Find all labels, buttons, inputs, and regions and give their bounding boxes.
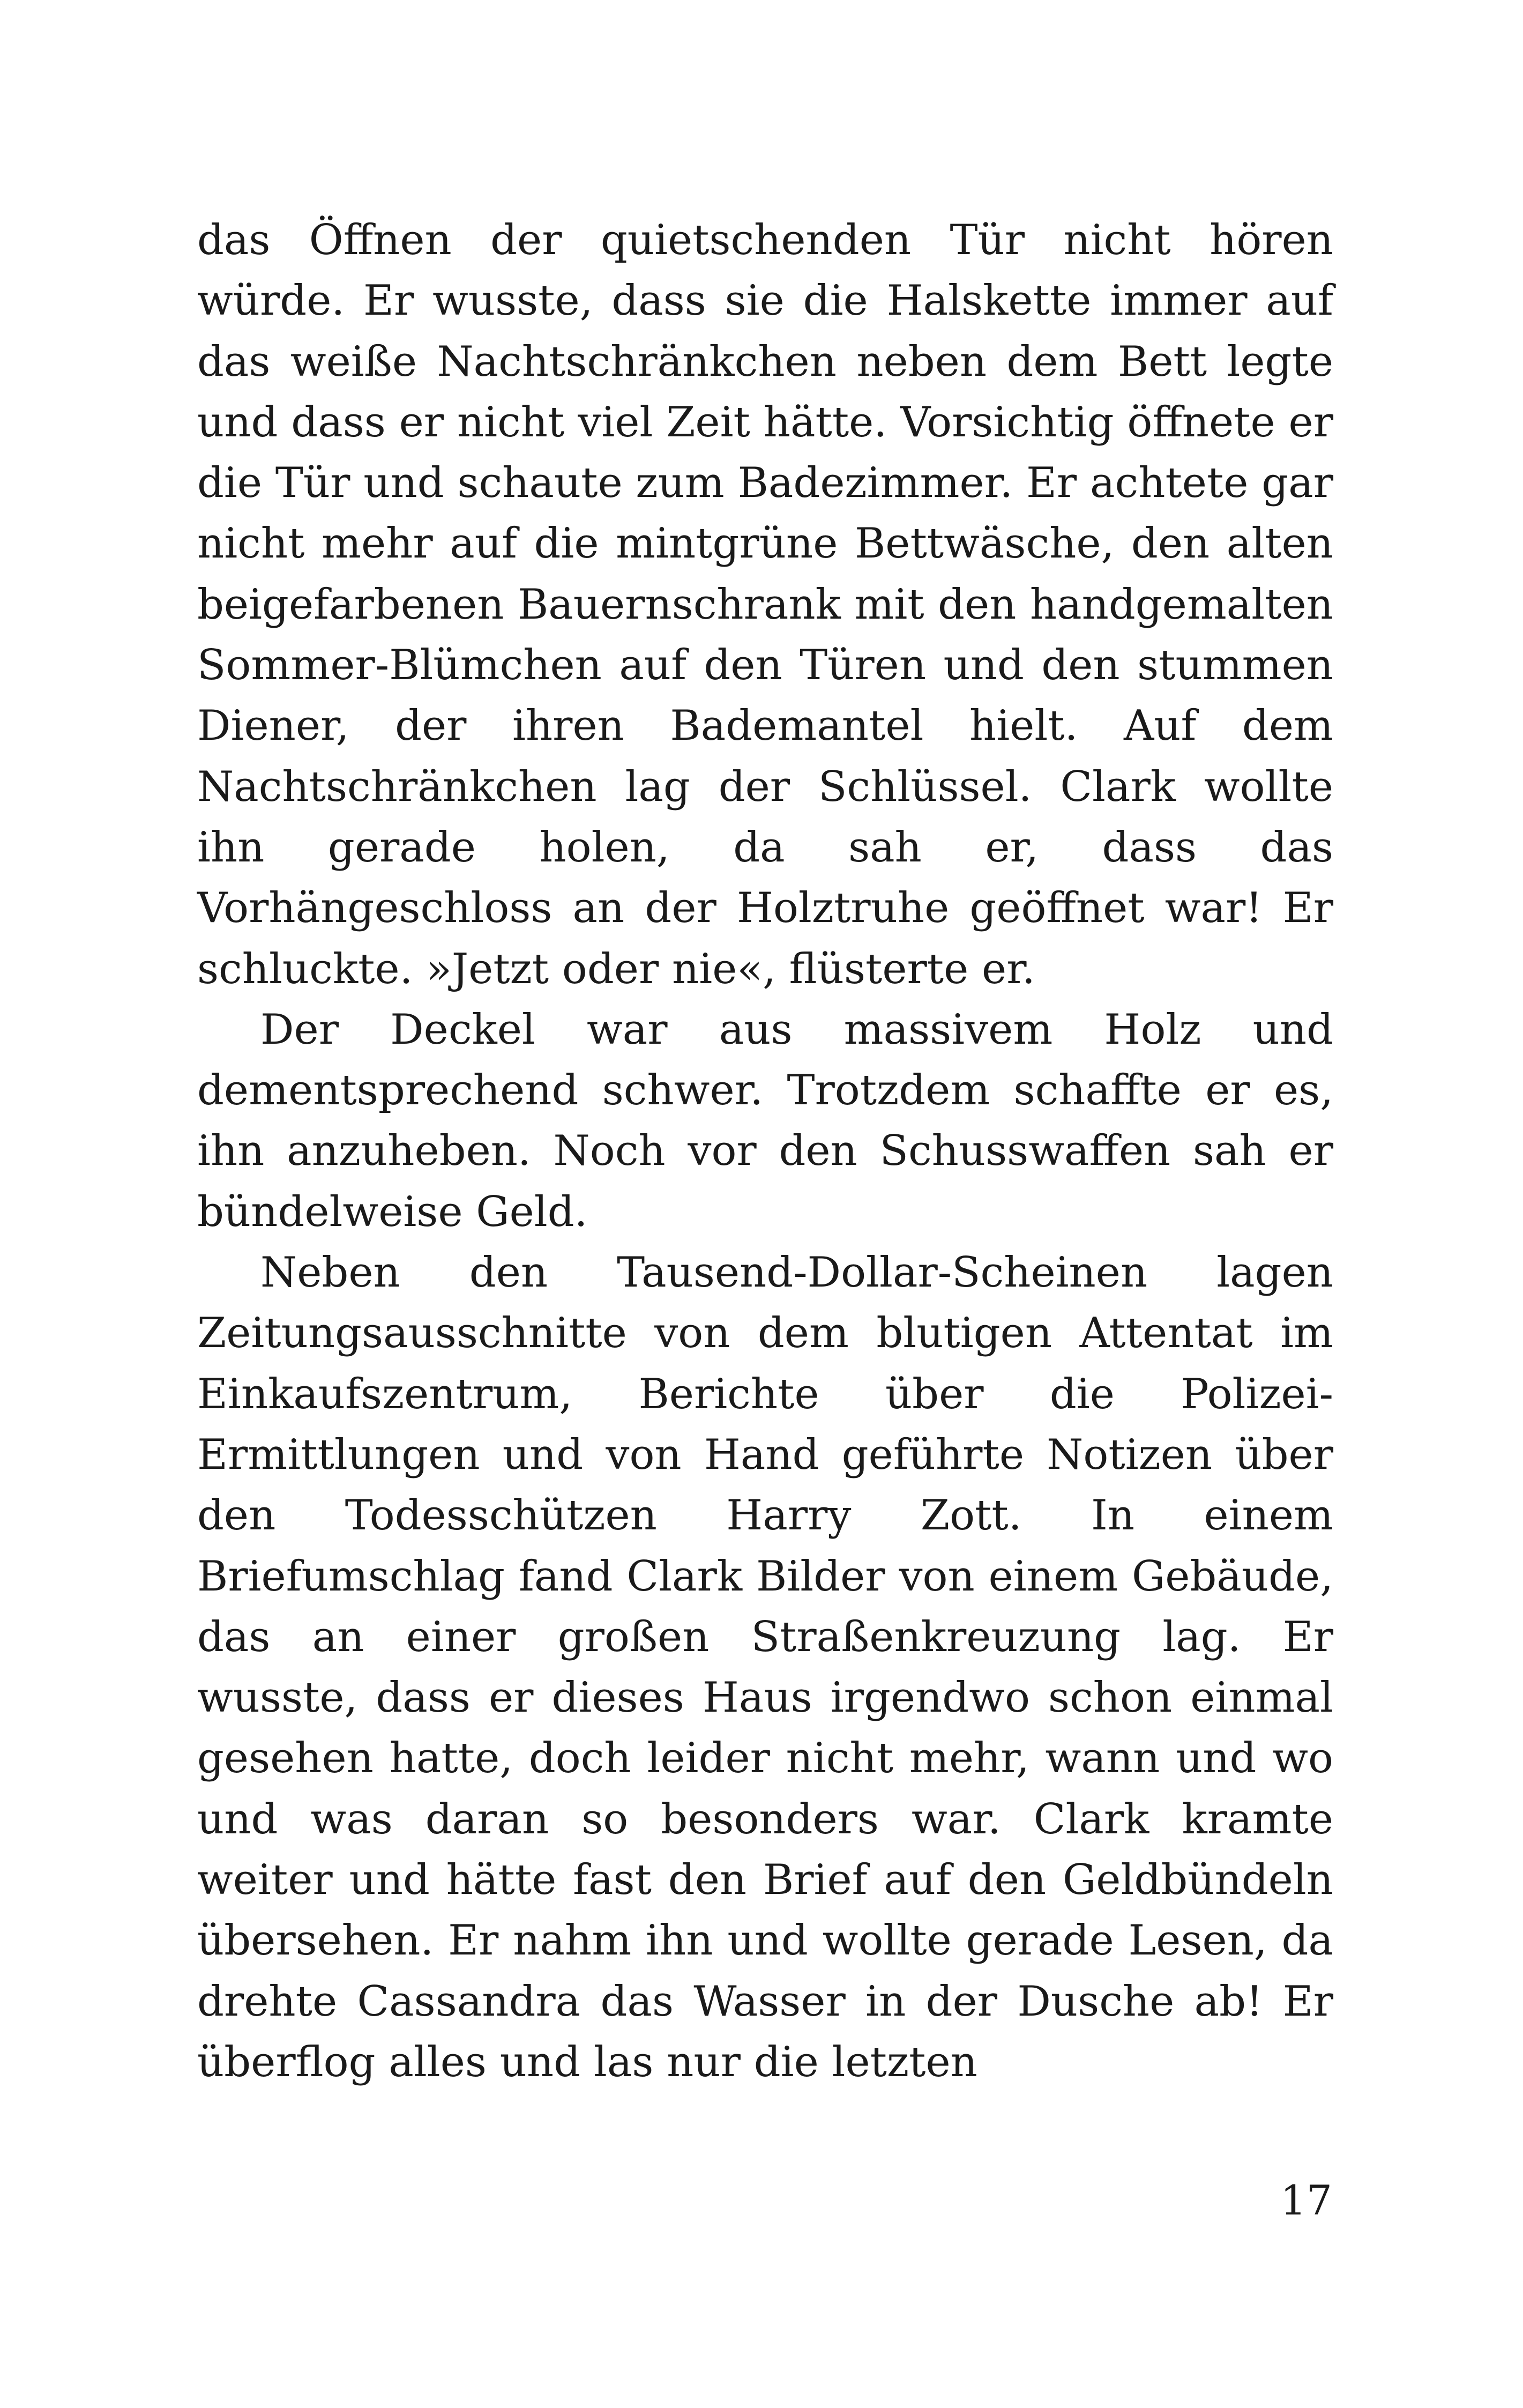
paragraph-2: Der Deckel war aus massivem Holz und dementsprechend schwer. Trotzdem schaffte er es, ihn anzuheben. Noch vor den Schusswaffen sah er bündelweise Geld.	[197, 1005, 1333, 1236]
paragraph-1: das Öffnen der quietschenden Tür nicht hören würde. Er wusste, dass sie die Halskette immer auf das weiße Nachtschränkchen neben dem Bett legte und dass er nicht viel Zeit hätte. Vorsichtig öffnete er die Tür und schaute zum Badezimmer. Er achtete gar nicht mehr auf die mintgrüne Bettwäsche, den alten beigefarbenen Bauernschrank mit den handgemalten Sommer-Blümchen auf den Türen und den stummen Diener, der ihren Bademantel hielt. Auf dem Nachtschränkchen lag der Schlüssel. Clark wollte ihn gerade holen, da sah er, dass das Vorhängeschloss an der Holztruhe geöffnet war! Er schluckte. »Jetzt oder nie«, flüsterte er.	[197, 216, 1333, 993]
page-number: 17	[1280, 2176, 1332, 2224]
body-text	[197, 210, 1333, 2093]
paragraph-3: Neben den Tausend-Dollar-Scheinen lagen Zeitungsausschnitte von dem blutigen Attentat im Einkaufszentrum, Berichte über die Polizei-Ermittlungen und von Hand geführte Notizen über den Todesschützen Harry Zott. In einem Briefumschlag fand Clark Bilder von einem Gebäude, das an einer großen Straßenkreuzung lag. Er wusste, dass er dieses Haus irgendwo schon einmal gesehen hatte, doch leider nicht mehr, wann und wo und was daran so besonders war. Clark kramte weiter und hätte fast den Brief auf den Geldbündeln übersehen. Er nahm ihn und wollte gerade Lesen, da drehte Cassandra das Wasser in der Dusche ab! Er überflog alles und las nur die letzten	[197, 1248, 1333, 2086]
